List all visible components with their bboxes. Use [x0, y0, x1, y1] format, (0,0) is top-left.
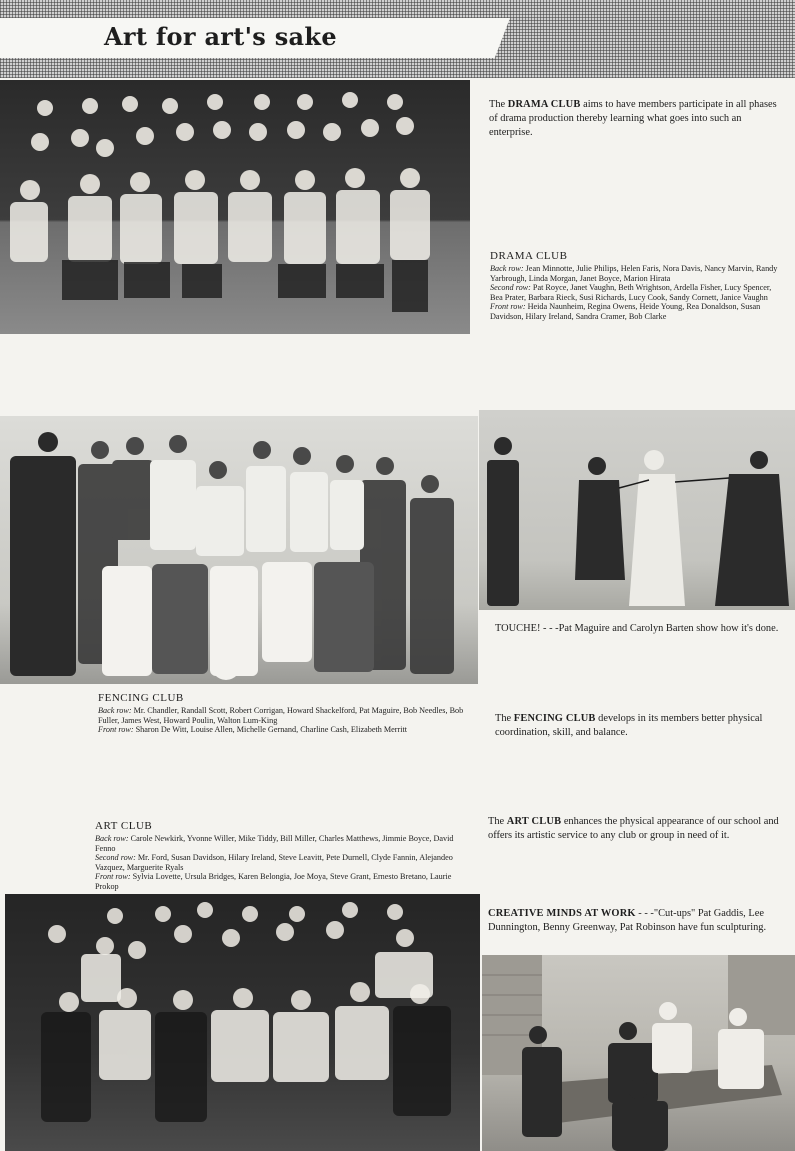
- drama-intro-post: aims to have members participate in all phases of drama production thereby learning what goes into such an enterprise.: [489, 99, 777, 138]
- drama-club-caption: [490, 250, 782, 322]
- touche-photo: [479, 410, 795, 610]
- drama-club-group-figures: [0, 80, 470, 334]
- touche-caption: TOUCHE! - - -Pat Maguire and Carolyn Barten show how it's done.: [495, 623, 779, 634]
- row-label: Back row:: [95, 834, 129, 843]
- art-caption-second-row: [95, 853, 465, 872]
- art-intro-pre: The: [488, 816, 507, 827]
- drama-caption-back-row: [490, 264, 782, 283]
- fencing-intro-pre: The: [495, 713, 514, 724]
- fencing-club-group-figures: [0, 416, 478, 684]
- row-label: Second row:: [490, 283, 531, 293]
- creative-minds-heading: CREATIVE MINDS AT WORK: [488, 908, 636, 919]
- row-label: Front row:: [98, 725, 134, 735]
- drama-club-name: DRAMA CLUB: [507, 99, 581, 110]
- fencing-caption-back-row: [98, 706, 470, 725]
- row-label: Back row:: [490, 264, 524, 273]
- row-names: Heida Naunheim, Regina Owens, Heide Young, Rea Donaldson, Susan Davidson, Hilary Ireland, Sandra Cramer, Bob Clarke: [490, 302, 761, 321]
- fencing-club-photo: [0, 416, 478, 684]
- drama-caption-front-row: [490, 302, 782, 321]
- fencing-intro-post: develops in its members better physical coordination, skill, and balance.: [495, 713, 763, 738]
- row-label: Front row:: [490, 302, 526, 312]
- fencing-club-caption: [98, 692, 470, 735]
- art-intro-post: enhances the physical appearance of our school and offers its artistic service to any club or group in need of it.: [488, 816, 779, 841]
- fencing-club-name: FENCING CLUB: [513, 713, 596, 724]
- art-club-caption: [95, 820, 465, 892]
- row-names: Carole Newkirk, Yvonne Willer, Mike Tiddy, Bill Miller, Charles Matthews, Jimmie Boyce, David Fenno: [95, 834, 454, 853]
- art-caption-title: ART CLUB: [95, 820, 153, 832]
- art-club-photo: [5, 894, 480, 1151]
- fencing-caption-title: FENCING CLUB: [98, 692, 184, 704]
- row-label: Back row:: [98, 706, 132, 715]
- row-names: Mr. Chandler, Randall Scott, Robert Corrigan, Howard Shackelford, Pat Maguire, Bob Needles, Bob Fuller, James West, Howard Poulin, Walton Lum-King: [98, 706, 464, 725]
- creative-minds-photo: [482, 955, 795, 1151]
- creative-minds-text: - - -"Cut-ups" Pat Gaddis, Lee Dunnington, Benny Greenway, Pat Robinson have fun sculpturing.: [488, 908, 767, 933]
- drama-club-photo: [0, 80, 470, 334]
- fencing-caption-front-row: [98, 725, 470, 735]
- drama-caption-title: DRAMA CLUB: [490, 250, 568, 262]
- drama-caption-second-row: [490, 283, 782, 302]
- row-names: Sharon De Witt, Louise Allen, Michelle Gernand, Charline Cash, Elizabeth Merritt: [135, 725, 408, 735]
- page-title: Art for art's sake: [104, 22, 337, 51]
- art-club-intro: [488, 815, 780, 843]
- fencing-club-intro: [495, 712, 785, 740]
- art-club-name: ART CLUB: [506, 816, 562, 827]
- art-club-group-figures: [5, 894, 480, 1151]
- creative-minds-sculptors: [482, 955, 795, 1151]
- row-label: Front row:: [95, 872, 131, 882]
- row-names: Pat Royce, Janet Vaughn, Beth Wrightson, Ardella Fisher, Lucy Spencer, Bea Prater, Barbara Rieck, Susi Richards, Lucy Cook, Sandy Cornett, Janice Vaughn: [490, 283, 772, 302]
- row-names: Sylvia Lovette, Ursula Bridges, Karen Belongia, Joe Moya, Steve Grant, Ernesto Bretano, Laurie Prokop: [95, 872, 452, 891]
- art-caption-back-row: [95, 834, 465, 853]
- art-caption-front-row: [95, 872, 465, 891]
- creative-minds-caption: [488, 907, 784, 935]
- row-names: Jean Minnotte, Julie Philips, Helen Faris, Nora Davis, Nancy Marvin, Randy Yarbrough, Linda Morgan, Janet Boyce, Marion Hirata: [490, 264, 778, 283]
- drama-club-intro: [489, 98, 781, 140]
- row-label: Second row:: [95, 853, 136, 863]
- touche-fencers: [479, 410, 795, 610]
- row-names: Mr. Ford, Susan Davidson, Hilary Ireland, Steve Leavitt, Pete Durnell, Clyde Fannin, Alejandeo Vazquez, Marguerite Ryals: [95, 853, 453, 872]
- drama-intro-pre: The: [489, 99, 508, 110]
